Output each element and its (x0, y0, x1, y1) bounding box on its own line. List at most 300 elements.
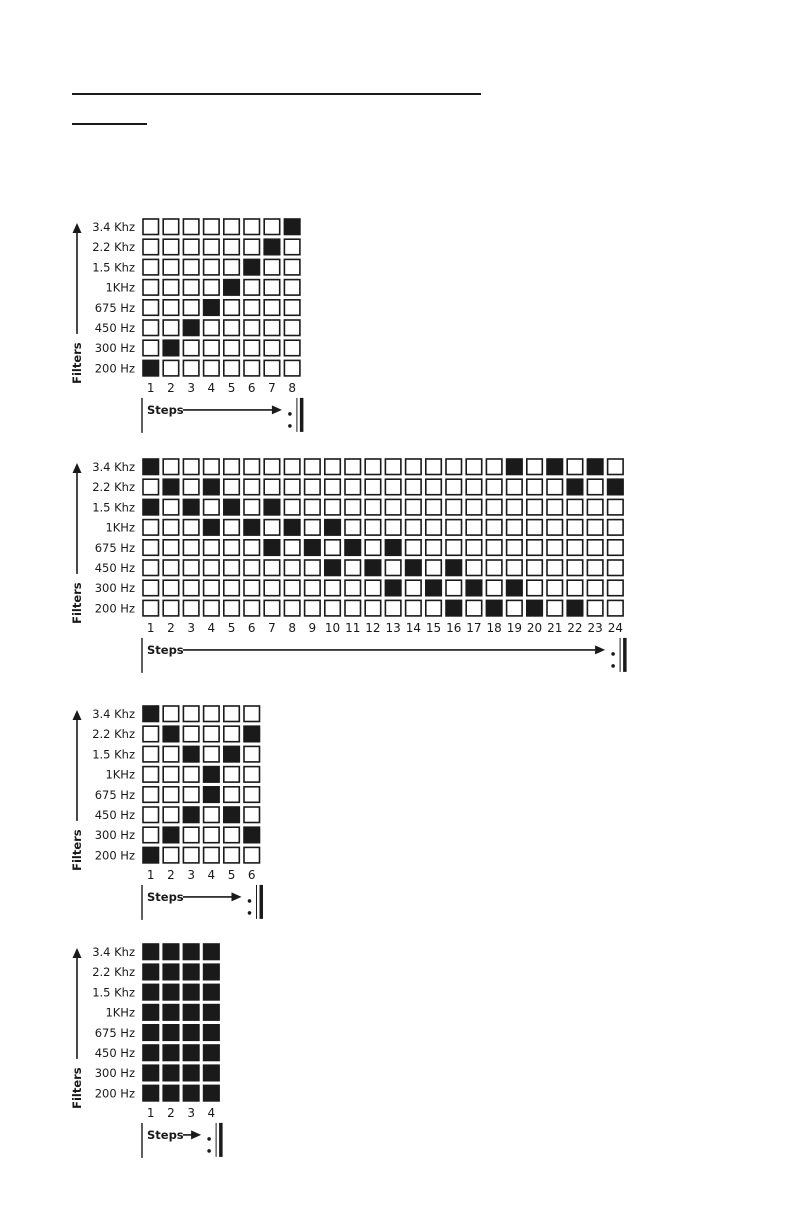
step-number: 23 (587, 620, 603, 635)
grid-cell (204, 580, 220, 596)
filters-axis-label: Filters (70, 342, 84, 384)
grid-cell (244, 479, 260, 495)
grid-cell (567, 520, 583, 536)
filter-label: 3.4 Khz (92, 707, 135, 721)
grid-cell-active (608, 479, 624, 495)
grid-cell (305, 499, 321, 515)
filter-label: 2.2 Khz (92, 240, 135, 255)
step-number: 10 (324, 620, 341, 635)
grid-cell (365, 499, 381, 515)
grid-cell (204, 706, 220, 722)
grid-cell (567, 580, 583, 596)
grid-cell (183, 340, 199, 356)
grid-cell (204, 360, 220, 376)
grid-cell (224, 827, 240, 843)
grid-cell (204, 280, 220, 296)
grid-cell (224, 787, 240, 803)
grid-cell-active (163, 1005, 179, 1021)
grid-cell (466, 499, 482, 515)
filter-label: 675 Hz (94, 787, 135, 802)
grid-cell (244, 239, 260, 255)
grid-cell-active (183, 1065, 199, 1081)
grid-cell (305, 520, 321, 536)
grid-cell-active (143, 360, 159, 376)
grid-cell (547, 560, 563, 576)
grid-cell (143, 520, 159, 536)
grid-cell (224, 239, 240, 255)
grid-cell (183, 827, 199, 843)
grid-cell-active (163, 964, 179, 980)
grid-cell (284, 280, 300, 296)
grid-cell (143, 600, 159, 616)
filter-label: 1.5 Khz (92, 500, 135, 515)
grid-cell (608, 459, 624, 475)
step-number: 4 (207, 1105, 216, 1120)
pattern-diagram-1 (70, 219, 303, 433)
pattern-diagram-2 (70, 459, 627, 673)
grid-cell-active (163, 1085, 179, 1101)
grid-cell-active (567, 479, 583, 495)
grid-cell (385, 520, 401, 536)
filter-label: 300 Hz (94, 341, 135, 356)
grid-cell (163, 320, 179, 336)
grid-cell-active (446, 600, 462, 616)
grid-cell-active (163, 726, 179, 742)
filter-label: 1KHz (105, 520, 135, 535)
grid-cell (244, 499, 260, 515)
grid-cell (547, 540, 563, 556)
grid-cell (163, 300, 179, 316)
grid-cell (163, 767, 179, 783)
grid-cell (486, 479, 502, 495)
step-number: 11 (345, 620, 361, 635)
grid-cell (325, 580, 341, 596)
grid-cell (224, 219, 240, 235)
grid-cell (204, 259, 220, 275)
grid-cell (224, 706, 240, 722)
grid-cell (183, 540, 199, 556)
grid-cell (466, 479, 482, 495)
up-arrow-icon (73, 463, 82, 473)
grid-cell (284, 300, 300, 316)
repeat-thick-bar (260, 885, 264, 919)
grid-cell (224, 259, 240, 275)
grid-cell-active (143, 847, 159, 863)
up-arrow-icon (73, 948, 82, 958)
grid-cell-active (305, 540, 321, 556)
grid-cell (426, 479, 442, 495)
grid-cell (163, 807, 179, 823)
step-number: 7 (268, 620, 276, 635)
grid-cell (224, 600, 240, 616)
step-number: 3 (187, 1105, 195, 1120)
filter-label: 1.5 Khz (92, 985, 135, 1000)
grid-cell-active (183, 1085, 199, 1101)
filters-axis-label: Filters (70, 829, 84, 871)
repeat-dot-icon (207, 1137, 211, 1141)
grid-cell (325, 600, 341, 616)
grid-cell (446, 459, 462, 475)
grid-cell-active (204, 1045, 220, 1061)
grid-cell (224, 767, 240, 783)
grid-cell (204, 560, 220, 576)
grid-cell (183, 580, 199, 596)
grid-cell-active (426, 580, 442, 596)
step-number: 9 (308, 620, 317, 635)
grid-cell (305, 580, 321, 596)
grid-cell-active (183, 1025, 199, 1041)
grid-cell (183, 520, 199, 536)
step-number: 3 (187, 620, 195, 635)
step-number: 2 (167, 867, 175, 882)
right-arrow-icon (595, 645, 605, 654)
grid-cell (345, 600, 361, 616)
grid-cell-active (284, 520, 300, 536)
repeat-thick-bar (623, 638, 627, 672)
grid-cell-active (183, 984, 199, 1000)
grid-cell (264, 340, 280, 356)
grid-cell (143, 746, 159, 762)
grid-cell (325, 540, 341, 556)
repeat-dot-icon (248, 911, 252, 915)
grid-cell (204, 726, 220, 742)
steps-axis-label: Steps (147, 1127, 184, 1142)
grid-cell-active (143, 1045, 159, 1061)
grid-cell (466, 520, 482, 536)
grid-cell-active (204, 767, 220, 783)
grid-cell (446, 520, 462, 536)
grid-cell-active (466, 580, 482, 596)
filter-label: 2.2 Khz (92, 480, 135, 495)
grid-cell (446, 580, 462, 596)
grid-cell (608, 540, 624, 556)
pattern-diagram-3 (70, 706, 263, 920)
step-number: 1 (146, 380, 155, 395)
grid-cell-active (325, 560, 341, 576)
grid-cell (244, 320, 260, 336)
grid-cell (486, 560, 502, 576)
grid-cell (486, 580, 502, 596)
step-number: 3 (187, 867, 195, 882)
step-number: 6 (247, 380, 256, 395)
step-number: 8 (288, 380, 296, 395)
grid-cell-active (224, 499, 240, 515)
grid-cell-active (567, 600, 583, 616)
grid-cell (325, 499, 341, 515)
step-number: 1 (146, 620, 155, 635)
repeat-dot-icon (248, 899, 252, 903)
grid-cell (507, 540, 522, 556)
grid-cell-active (163, 479, 179, 495)
grid-cell (365, 600, 381, 616)
grid-cell (143, 320, 159, 336)
grid-cell (365, 459, 381, 475)
grid-cell-active (183, 1005, 199, 1021)
grid-cell (365, 520, 381, 536)
grid-cell (385, 600, 401, 616)
grid-cell-active (163, 984, 179, 1000)
grid-cell (244, 340, 260, 356)
step-number: 6 (247, 620, 256, 635)
filter-label: 3.4 Khz (92, 220, 135, 234)
step-number: 8 (288, 620, 296, 635)
grid-cell (143, 259, 159, 275)
right-arrow-icon (272, 405, 282, 414)
grid-cell (143, 827, 159, 843)
up-arrow-icon (73, 710, 82, 720)
grid-cell-active (183, 964, 199, 980)
repeat-dot-icon (611, 652, 615, 656)
grid-cell-active (284, 219, 300, 235)
grid-cell-active (163, 340, 179, 356)
grid-cell (183, 706, 199, 722)
grid-cell (183, 360, 199, 376)
filter-label: 450 Hz (94, 1046, 135, 1060)
grid-cell (527, 580, 543, 596)
grid-cell (143, 767, 159, 783)
grid-cell-active (244, 726, 260, 742)
grid-cell-active (244, 827, 260, 843)
grid-cell-active (204, 300, 220, 316)
filter-label: 1KHz (105, 1005, 135, 1020)
grid-cell (284, 239, 300, 255)
filter-label: 1KHz (105, 280, 135, 295)
grid-cell-active (527, 600, 543, 616)
grid-cell (183, 560, 199, 576)
filter-label: 300 Hz (94, 581, 135, 596)
step-number: 19 (506, 620, 522, 635)
grid-cell (143, 787, 159, 803)
grid-cell (224, 479, 240, 495)
grid-cell (264, 600, 280, 616)
grid-cell (224, 459, 240, 475)
step-number: 22 (567, 620, 583, 635)
filter-label: 200 Hz (94, 1086, 135, 1101)
grid-cell (143, 560, 159, 576)
grid-cell (385, 459, 401, 475)
grid-cell-active (345, 540, 361, 556)
filter-label: 675 Hz (94, 1025, 135, 1040)
grid-cell (204, 540, 220, 556)
grid-cell (183, 787, 199, 803)
filter-label: 1KHz (105, 767, 135, 782)
grid-cell (426, 520, 442, 536)
grid-cell (264, 580, 280, 596)
step-number: 2 (167, 620, 175, 635)
filter-label: 675 Hz (94, 540, 135, 555)
grid-cell (406, 479, 422, 495)
grid-cell (163, 580, 179, 596)
grid-cell (527, 459, 543, 475)
grid-cell (345, 560, 361, 576)
grid-cell-active (183, 746, 199, 762)
filter-label: 200 Hz (94, 601, 135, 616)
grid-cell (587, 520, 603, 536)
grid-cell (466, 540, 482, 556)
grid-cell (507, 520, 522, 536)
grid-cell (143, 219, 159, 235)
grid-cell (305, 560, 321, 576)
grid-cell (163, 540, 179, 556)
grid-cell-active (143, 964, 159, 980)
grid-cell (204, 320, 220, 336)
grid-cell-active (204, 479, 220, 495)
grid-cell (305, 479, 321, 495)
grid-cell-active (224, 280, 240, 296)
grid-cell (385, 499, 401, 515)
grid-cell-active (163, 1025, 179, 1041)
step-number: 5 (227, 380, 236, 395)
grid-cell-active (183, 944, 199, 960)
step-number: 6 (247, 867, 256, 882)
pattern-diagram-4 (70, 944, 223, 1158)
grid-cell (466, 600, 482, 616)
grid-cell (264, 259, 280, 275)
grid-cell-active (224, 746, 240, 762)
grid-cell (264, 360, 280, 376)
grid-cell (486, 459, 502, 475)
filters-axis-label: Filters (70, 582, 84, 624)
filter-label: 200 Hz (94, 361, 135, 376)
grid-cell (244, 540, 260, 556)
filter-label: 300 Hz (94, 1066, 135, 1081)
grid-cell (608, 520, 624, 536)
grid-cell (567, 499, 583, 515)
grid-cell-active (183, 807, 199, 823)
grid-cell (163, 239, 179, 255)
step-number: 20 (526, 620, 543, 635)
repeat-dot-icon (288, 412, 292, 416)
grid-cell (567, 540, 583, 556)
grid-cell-active (183, 499, 199, 515)
grid-cell (143, 807, 159, 823)
right-arrow-icon (191, 1130, 201, 1139)
step-number: 2 (167, 1105, 175, 1120)
grid-cell (244, 807, 260, 823)
grid-cell (325, 459, 341, 475)
grid-cell (466, 560, 482, 576)
grid-cell (567, 560, 583, 576)
step-number: 13 (385, 620, 401, 635)
grid-cell-active (143, 499, 159, 515)
grid-cell (204, 499, 220, 515)
grid-cell (183, 280, 199, 296)
grid-cell (163, 706, 179, 722)
grid-cell-active (163, 944, 179, 960)
grid-cell (305, 600, 321, 616)
grid-cell (406, 580, 422, 596)
grid-cell (527, 520, 543, 536)
filter-label: 450 Hz (94, 321, 135, 335)
grid-cell-active (264, 239, 280, 255)
filter-label: 1.5 Khz (92, 747, 135, 762)
grid-cell-active (204, 944, 220, 960)
grid-cell-active (365, 560, 381, 576)
grid-cell (244, 459, 260, 475)
grid-cell (163, 560, 179, 576)
grid-cell (183, 847, 199, 863)
grid-cell (163, 499, 179, 515)
grid-cell (426, 540, 442, 556)
grid-cell (264, 320, 280, 336)
filter-label: 450 Hz (94, 808, 135, 822)
grid-cell (224, 580, 240, 596)
grid-cell (163, 847, 179, 863)
grid-cell (527, 479, 543, 495)
grid-cell (365, 479, 381, 495)
step-number: 18 (486, 620, 502, 635)
grid-cell (244, 787, 260, 803)
grid-cell (406, 540, 422, 556)
grid-cell (446, 540, 462, 556)
grid-cell (183, 259, 199, 275)
grid-cell-active (163, 827, 179, 843)
grid-cell-active (143, 1005, 159, 1021)
grid-cell (244, 300, 260, 316)
grid-cell-active (183, 1045, 199, 1061)
grid-cell (547, 479, 563, 495)
grid-cell (183, 726, 199, 742)
grid-cell-active (204, 1065, 220, 1081)
grid-cell (527, 540, 543, 556)
grid-cell (204, 807, 220, 823)
step-number: 5 (227, 620, 236, 635)
grid-cell (284, 499, 300, 515)
grid-cell (224, 300, 240, 316)
grid-cell (587, 560, 603, 576)
grid-cell (244, 280, 260, 296)
grid-cell (183, 479, 199, 495)
repeat-dot-icon (207, 1149, 211, 1153)
grid-cell-active (143, 706, 159, 722)
grid-cell (204, 239, 220, 255)
grid-cell (587, 540, 603, 556)
grid-cell (163, 600, 179, 616)
grid-cell (284, 459, 300, 475)
grid-cell-active (264, 540, 280, 556)
step-number: 4 (207, 620, 216, 635)
filter-label: 300 Hz (94, 828, 135, 843)
grid-cell (244, 706, 260, 722)
grid-cell (183, 600, 199, 616)
grid-cell (486, 499, 502, 515)
grid-cell (305, 459, 321, 475)
grid-cell-active (547, 459, 563, 475)
grid-cell (204, 847, 220, 863)
grid-cell (547, 600, 563, 616)
grid-cell (345, 580, 361, 596)
grid-cell (325, 479, 341, 495)
grid-cell (547, 580, 563, 596)
grid-cell-active (204, 1085, 220, 1101)
grid-cell (204, 219, 220, 235)
grid-cell (587, 499, 603, 515)
grid-cell (264, 300, 280, 316)
grid-cell (507, 600, 522, 616)
grid-cell (587, 600, 603, 616)
grid-cell-active (163, 1065, 179, 1081)
grid-cell (608, 580, 624, 596)
grid-cell (284, 600, 300, 616)
grid-cell (486, 520, 502, 536)
grid-cell (163, 360, 179, 376)
grid-cell (143, 340, 159, 356)
steps-axis-label: Steps (147, 402, 184, 417)
grid-cell (163, 746, 179, 762)
filters-axis-label: Filters (70, 1067, 84, 1109)
grid-cell (224, 340, 240, 356)
grid-cell (143, 479, 159, 495)
